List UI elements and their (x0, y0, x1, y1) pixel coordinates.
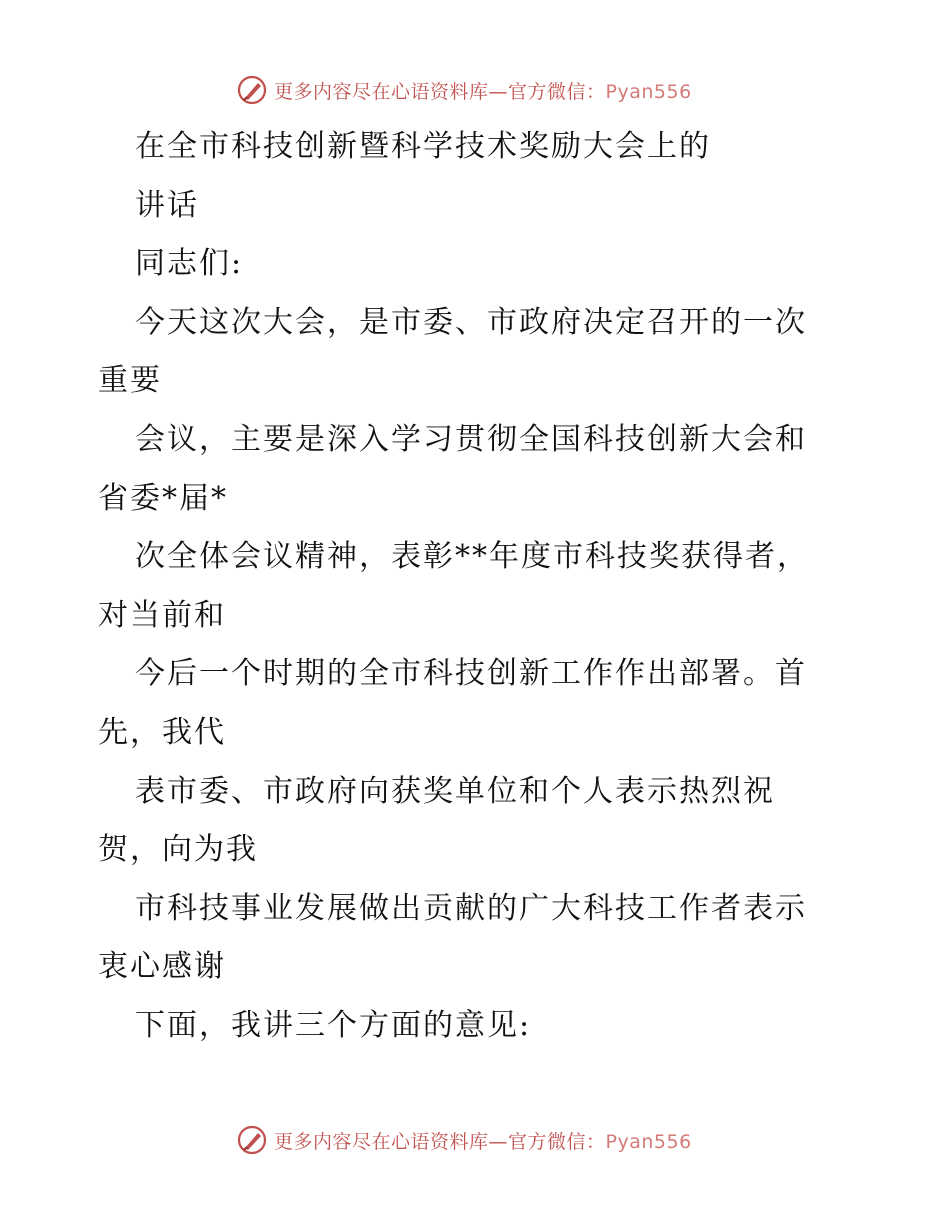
document-line: 衷心感谢 (98, 949, 226, 985)
header-banner-text (274, 77, 692, 104)
document-body (98, 118, 858, 1056)
document-line: 贺，向为我 (98, 832, 258, 868)
banner-message: 更多内容尽在心语资料库—官方微信： (274, 1130, 606, 1153)
quill-pen-logo-icon (236, 74, 268, 106)
header-watermark-banner (236, 72, 692, 108)
document-line: 表市委、市政府向获奖单位和个人表示热烈祝 (135, 773, 775, 809)
footer-watermark-banner (236, 1122, 692, 1158)
banner-message: 更多内容尽在心语资料库—官方微信： (274, 80, 606, 103)
document-line: 对当前和 (98, 597, 226, 633)
document-line: 今天这次大会，是市委、市政府决定召开的一次 (135, 304, 807, 340)
document-line: 在全市科技创新暨科学技术奖励大会上的 (135, 129, 711, 164)
banner-wechat-id: Pyan556 (605, 80, 692, 103)
document-line: 会议，主要是深入学习贯彻全国科技创新大会和 (135, 421, 807, 457)
banner-wechat-id: Pyan556 (605, 1130, 692, 1153)
document-line: 下面，我讲三个方面的意见: (135, 1007, 532, 1043)
quill-pen-logo-icon (236, 1124, 268, 1156)
document-line: 同志们: (135, 246, 244, 282)
document-line: 重要 (98, 363, 162, 399)
document-line: 次全体会议精神，表彰**年度市科技奖获得者， (135, 539, 809, 575)
document-line: 先，我代 (98, 714, 226, 750)
document-line: 市科技事业发展做出贡献的广大科技工作者表示 (135, 890, 807, 926)
document-line: 讲话 (135, 187, 199, 223)
footer-banner-text (274, 1127, 692, 1154)
document-line: 省委*届* (98, 480, 228, 516)
document-line: 今后一个时期的全市科技创新工作作出部署。首 (135, 656, 807, 692)
